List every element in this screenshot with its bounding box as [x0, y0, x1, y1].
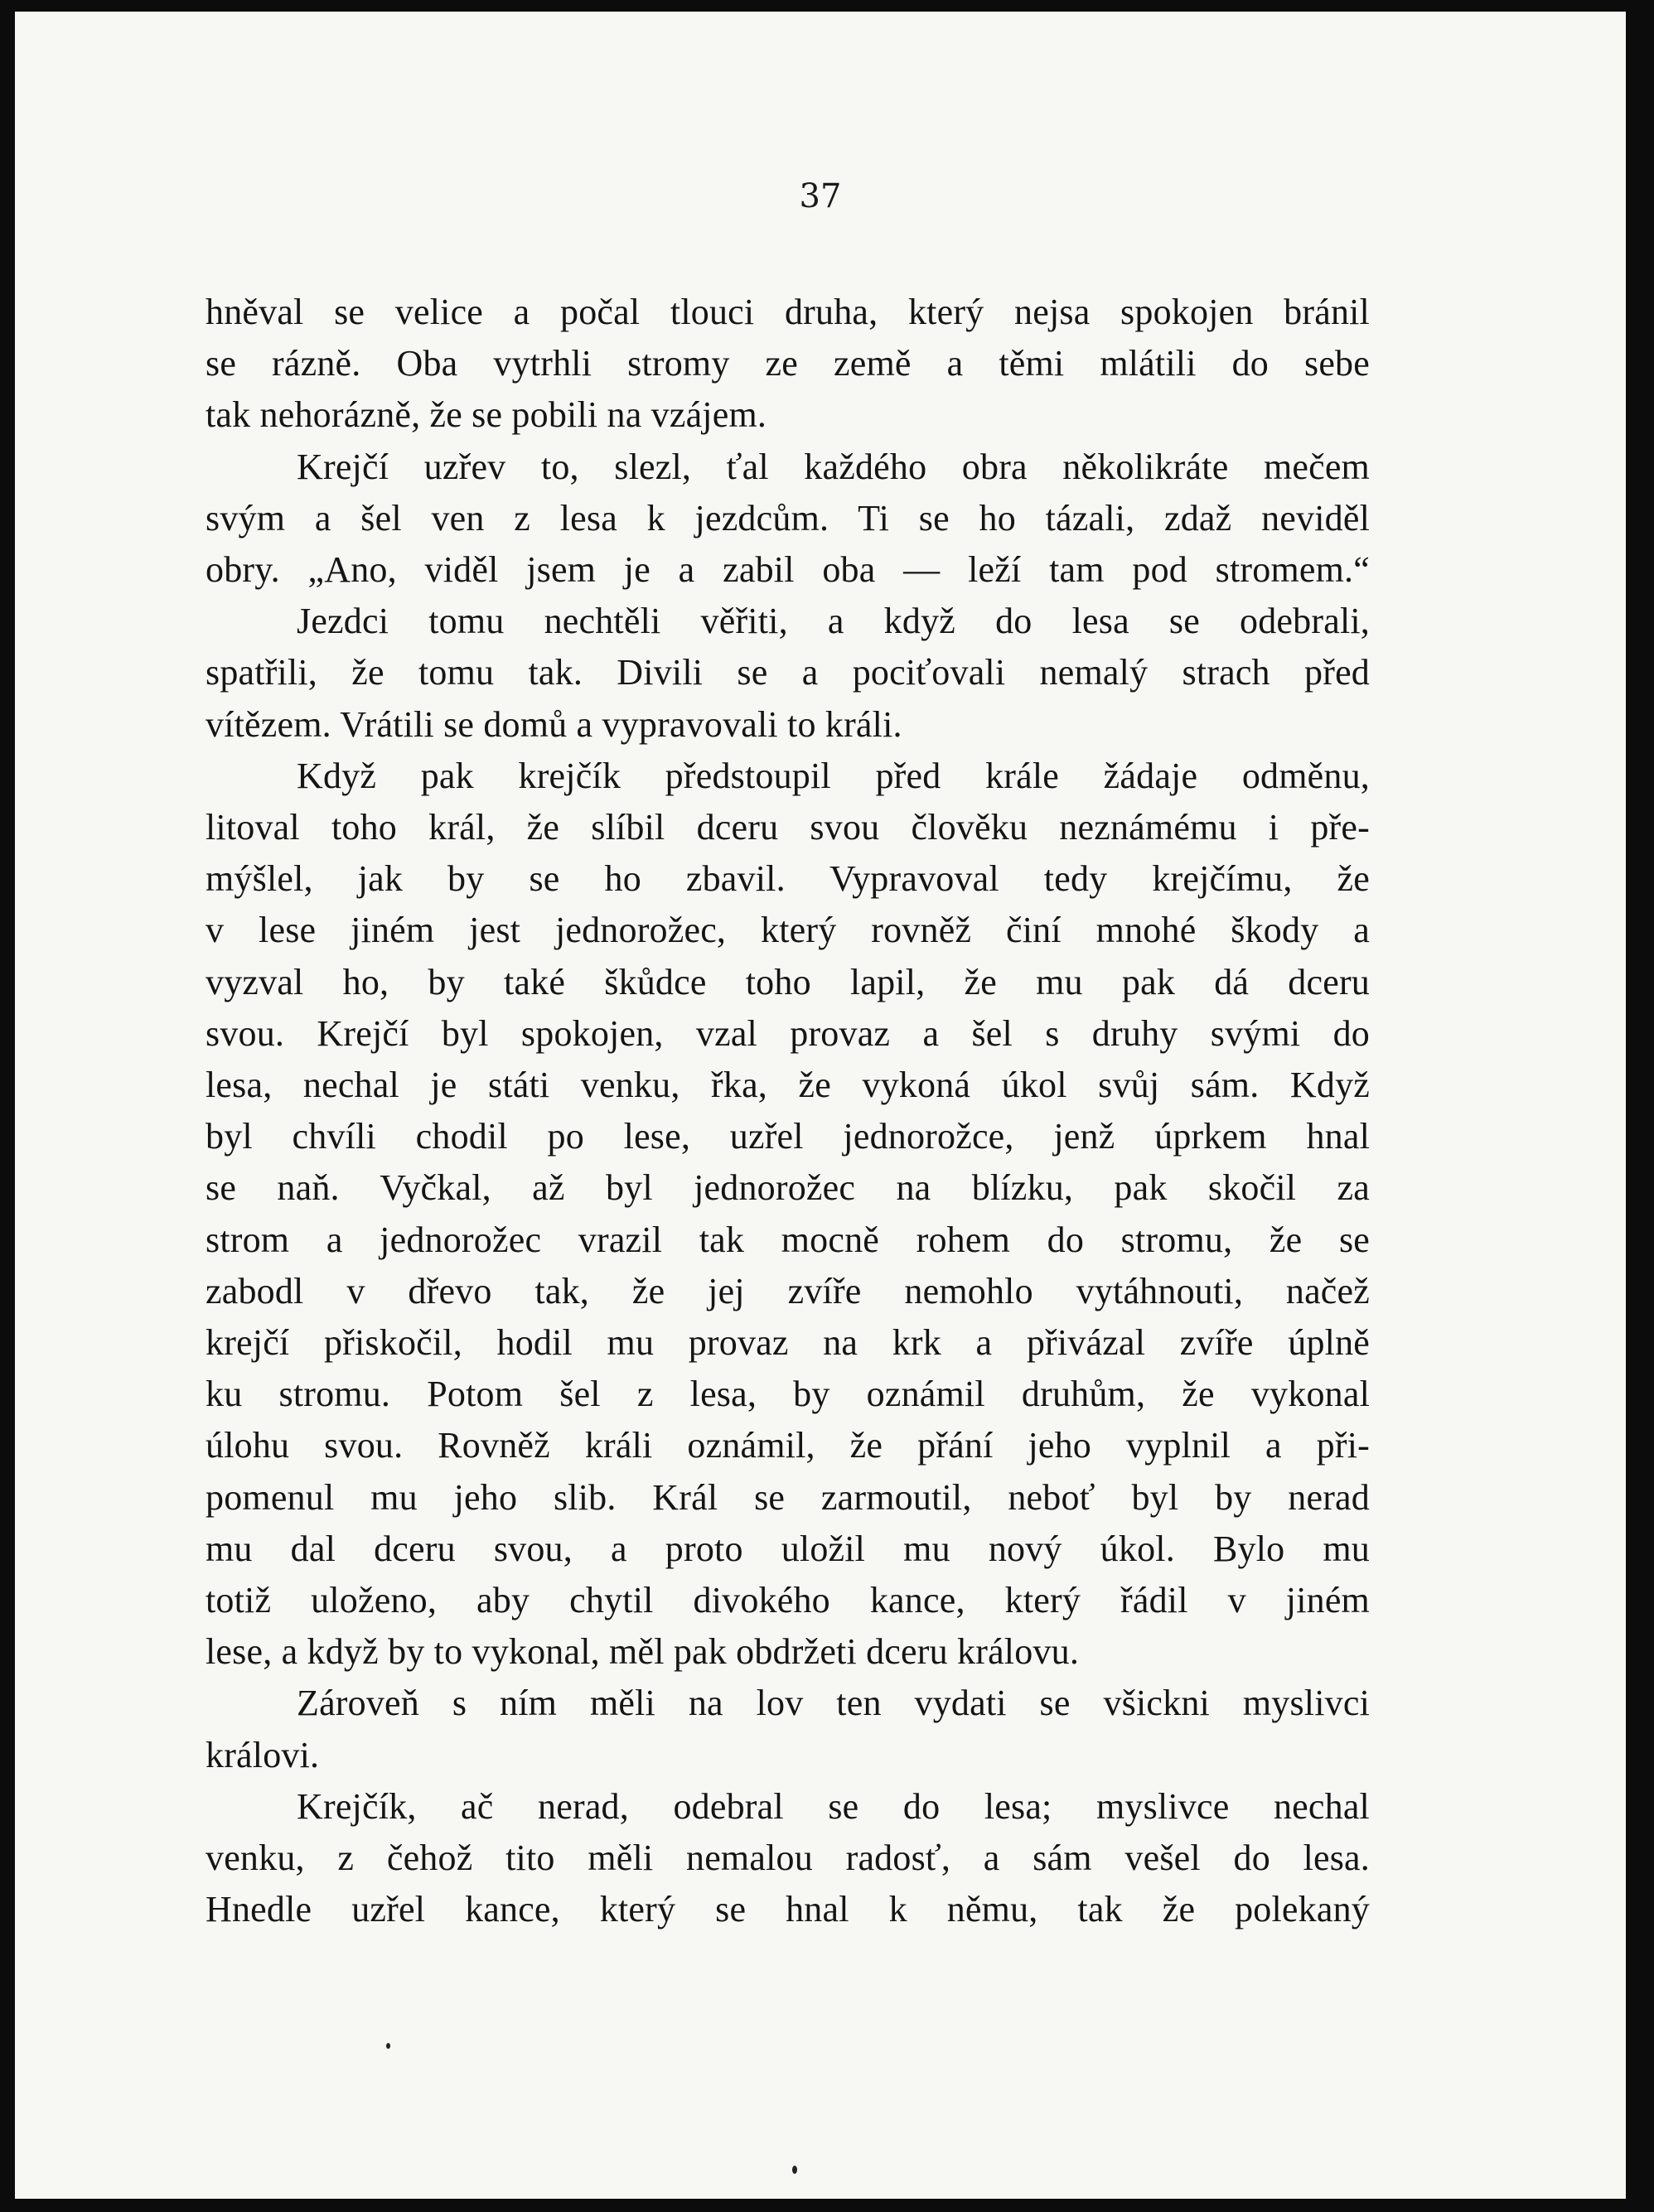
text-line: se rázně. Oba vytrhli stromy ze země a těmi mlátili do sebe — [206, 343, 1370, 384]
text-line: pomenul mu jeho slib. Král se zarmoutil, neboť byl by nerad — [206, 1476, 1370, 1518]
paragraph-5 — [206, 1678, 1370, 1780]
body-text — [206, 287, 1370, 1936]
text-line: Krejčí uzřev to, slezl, ťal každého obra několikráte mečem — [297, 446, 1370, 487]
paragraph-2 — [206, 442, 1370, 596]
text-line: v lese jiném jest jednorožec, který rovněž činí mnohé škody a — [206, 910, 1370, 951]
text-line: tak nehorázně, že se pobili na vzájem. — [206, 394, 767, 436]
text-line: zabodl v dřevo tak, že jej zvíře nemohlo vytáhnouti, načež — [206, 1270, 1370, 1311]
text-line: obry. „Ano, viděl jsem je a zabil oba — leží tam pod stromem.“ — [206, 549, 1370, 591]
text-line: Když pak krejčík předstoupil před krále žádaje odměnu, — [297, 755, 1370, 796]
text-line: mýšlel, jak by se ho zbavil. Vypravoval tedy krejčímu, že — [206, 858, 1370, 900]
text-line: lese, a když by to vykonal, měl pak obdržeti dceru královu. — [206, 1631, 1080, 1673]
text-line: svým a šel ven z lesa k jezdcům. Ti se ho tázali, zdaž neviděl — [206, 497, 1370, 539]
text-line: lesa, nechal je státi venku, řka, že vykoná úkol svůj sám. Když — [206, 1065, 1370, 1106]
ink-speck — [386, 2043, 390, 2049]
text-line: vítězem. Vrátili se domů a vypravovali to králi. — [206, 703, 902, 745]
paragraph-6 — [206, 1781, 1370, 1936]
text-line: svou. Krejčí byl spokojen, vzal provaz a šel s druhy svými do — [206, 1012, 1370, 1054]
text-line: Hnedle uzřel kance, který se hnal k němu, tak že polekaný — [206, 1889, 1370, 1930]
text-line: litoval toho král, že slíbil dceru svou člověku neznámému i pře- — [206, 807, 1370, 848]
paragraph-3 — [206, 596, 1370, 751]
text-line: Jezdci tomu nechtěli věřiti, a když do lesa se odebrali, — [297, 601, 1370, 642]
text-line: úlohu svou. Rovněž králi oznámil, že přání jeho vyplnil a při- — [206, 1425, 1370, 1466]
text-line: královi. — [206, 1734, 320, 1775]
text-line: spatřili, že tomu tak. Divili se a pociťovali nemalý strach před — [206, 652, 1370, 693]
text-line: se naň. Vyčkal, až byl jednorožec na blízku, pak skočil za — [206, 1167, 1370, 1209]
text-line: ku stromu. Potom šel z lesa, by oznámil druhům, že vykonal — [206, 1374, 1370, 1415]
text-line: vyzval ho, by také škůdce toho lapil, že mu pak dá dceru — [206, 961, 1370, 1002]
text-line: mu dal dceru svou, a proto uložil mu nový úkol. Bylo mu — [206, 1528, 1370, 1569]
paragraph-4 — [206, 751, 1370, 1678]
ink-speck — [792, 2166, 797, 2174]
text-line: hněval se velice a počal tlouci druha, který nejsa spokojen bránil — [206, 292, 1370, 332]
text-line: venku, z čehož tito měli nemalou radosť, a sám vešel do lesa. — [206, 1838, 1370, 1879]
text-line: krejčí přiskočil, hodil mu provaz na krk a přivázal zvíře úplně — [206, 1322, 1370, 1364]
text-line: byl chvíli chodil po lese, uzřel jednorožce, jenž úprkem hnal — [206, 1116, 1370, 1157]
text-line: strom a jednorožec vrazil tak mocně rohem do stromu, že se — [206, 1219, 1370, 1260]
text-line: Krejčík, ač nerad, odebral se do lesa; myslivce nechal — [297, 1785, 1370, 1827]
book-page — [15, 12, 1626, 2199]
text-line: Zároveň s ním měli na lov ten vydati se všickni myslivci — [297, 1683, 1370, 1724]
paragraph-1 — [206, 287, 1370, 442]
text-line: totiž uloženo, aby chytil divokého kance, který řádil v jiném — [206, 1580, 1370, 1621]
page-number: 37 — [799, 177, 842, 215]
